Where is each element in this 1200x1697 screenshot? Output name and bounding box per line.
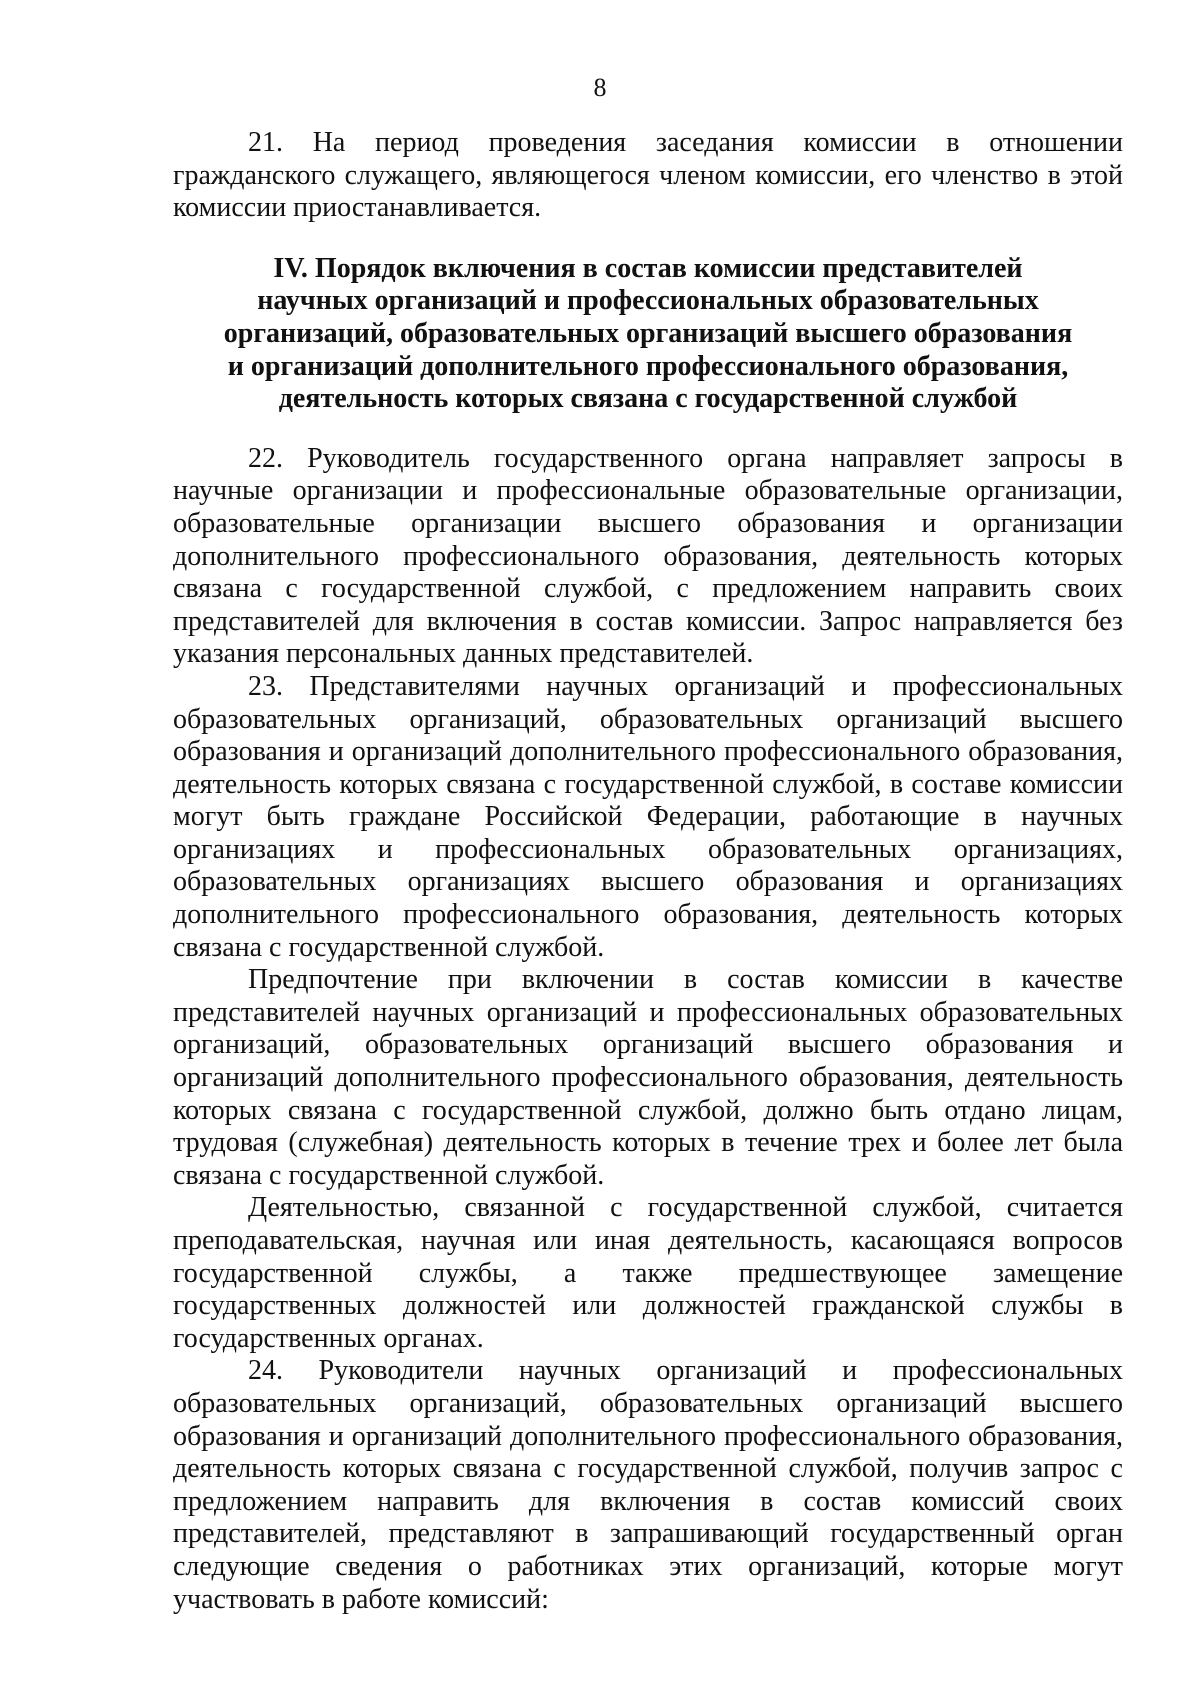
page-number: 8 [593, 73, 607, 102]
heading-line: организаций, образовательных организаций высшего образования [223, 317, 1073, 349]
heading-line: IV. Порядок включения в состав комиссии представителей [273, 252, 1023, 284]
document-body [173, 127, 1123, 1616]
paragraph-23: 23. Представителями научных организаций и профессиональных образовательных организаций, образовательных организаций высшего образования и организаций дополнительного профессионального образования, деятельность которых связана с государственной службой, в составе комиссии могут быть граждане Российской Федерации, работающие в научных организациях и профессиональных образовательных организациях, образовательных организациях высшего образования и организациях дополнительного профессионального образования, деятельность которых связана с государственной службой. [173, 670, 1123, 963]
section-heading-iv [173, 253, 1123, 416]
heading-line: научных организаций и профессиональных образовательных [257, 285, 1039, 317]
heading-line: и организаций дополнительного профессионального образования, [227, 350, 1069, 382]
paragraph-23-preference: Предпочтение при включении в состав комиссии в качестве представителей научных организаций и профессиональных образовательных организаций, образовательных организаций высшего образования и организаций дополнительного профессионального образования, деятельность которых связана с государственной службой, должно быть отдано лицам, трудовая (служебная) деятельность которых в течение трех и более лет была связана с государственной службой. [173, 964, 1123, 1191]
heading-line: деятельность которых связана с государственной службой [278, 383, 1018, 415]
paragraph-24: 24. Руководители научных организаций и профессиональных образовательных организаций, образовательных организаций высшего образования и организаций дополнительного профессионального образования, деятельность которых связана с государственной службой, получив запрос с предложением направить для включения в состав комиссий своих представителей, представляют в запрашивающий государственный орган следующие сведения о работниках этих организаций, которые могут участвовать в работе комиссий: [173, 1355, 1123, 1615]
paragraph-23-definition: Деятельностью, связанной с государственной службой, считается преподавательская, научная или иная деятельность, касающаяся вопросов государственной службы, а также предшествующее замещение государственных должностей или должностей гражданской службы в государственных органах. [173, 1192, 1123, 1354]
paragraph-22: 22. Руководитель государственного органа направляет запросы в научные организации и профессиональные образовательные организации, образовательные организации высшего образования и организации дополнительного профессионального образования, деятельность которых связана с государственной службой, с предложением направить своих представителей для включения в состав комиссии. Запрос направляется без указания персональных данных представителей. [173, 442, 1123, 670]
paragraph-21: 21. На период проведения заседания комиссии в отношении гражданского служащего, являющегося членом комиссии, его членство в этой комиссии приостанавливается. [173, 127, 1123, 224]
